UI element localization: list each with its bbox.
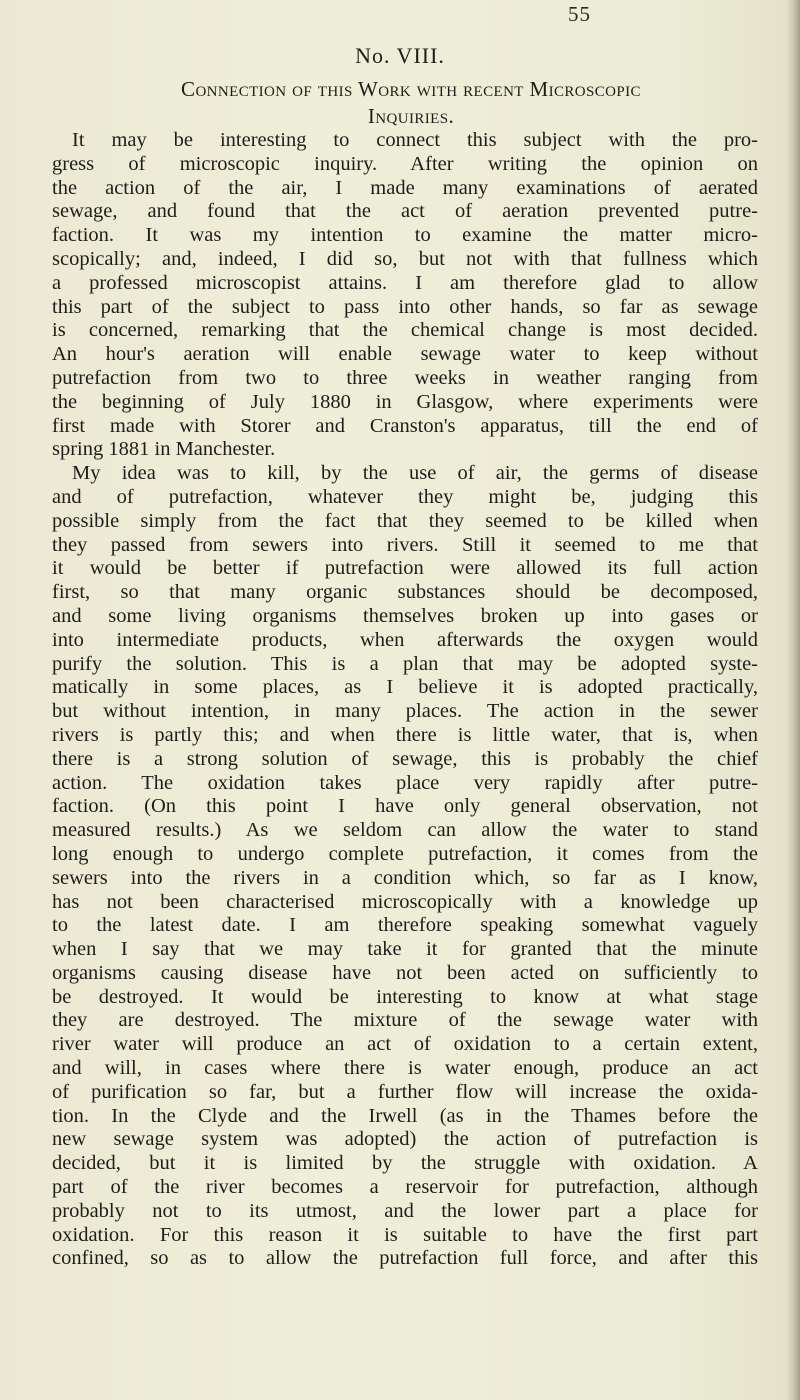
- text-line: into intermediate products, when afterwards the oxygen would: [52, 628, 758, 651]
- text-line: probably not to its utmost, and the lower part a place for: [52, 1199, 758, 1222]
- text-line: rivers is partly this; and when there is little water, that is, when: [52, 723, 758, 746]
- text-line: the action of the air, I made many examinations of aerated: [52, 176, 758, 199]
- text-line: be destroyed. It would be interesting to know at what stage: [52, 985, 758, 1008]
- text-line: new sewage system was adopted) the action of putrefaction is: [52, 1128, 758, 1151]
- text-line: faction. It was my intention to examine the matter micro-: [52, 224, 758, 247]
- text-line: action. The oxidation takes place very rapidly after putre-: [52, 771, 758, 794]
- text-line: but without intention, in many places. The action in the sewer: [52, 700, 758, 723]
- text-line: to the latest date. I am therefore speaking somewhat vaguely: [52, 914, 758, 937]
- text-line: and of putrefaction, whatever they might be, judging this: [52, 485, 758, 508]
- text-line: first, so that many organic substances should be decomposed,: [52, 581, 758, 604]
- text-line: It may be interesting to connect this subject with the pro-: [72, 129, 758, 151]
- body-text: [52, 129, 758, 1271]
- text-line: faction. (On this point I have only general observation, not: [52, 795, 758, 818]
- text-line: putrefaction from two to three weeks in weather ranging from: [52, 366, 758, 389]
- text-line: decided, but it is limited by the struggle with oxidation. A: [52, 1152, 758, 1175]
- text-line: possible simply from the fact that they seemed to be killed when: [52, 509, 758, 532]
- text-line: gress of microscopic inquiry. After writing the opinion on: [52, 152, 758, 175]
- page-edge-shadow: [786, 0, 800, 1400]
- text-line: a professed microscopist attains. I am therefore glad to allow: [52, 271, 758, 294]
- section-title: [52, 76, 770, 130]
- text-line: first made with Storer and Cranston's apparatus, till the end of: [52, 414, 758, 437]
- section-title-line: Inquiries.: [367, 104, 455, 128]
- text-line: tion. In the Clyde and the Irwell (as in the Thames before the: [52, 1104, 758, 1127]
- text-line: they passed from sewers into rivers. Still it seemed to me that: [52, 533, 758, 556]
- text-line: scopically; and, indeed, I did so, but not with that fullness which: [52, 247, 758, 270]
- text-line: organisms causing disease have not been acted on sufficiently to: [52, 961, 758, 984]
- text-line: and will, in cases where there is water enough, produce an act: [52, 1057, 758, 1080]
- text-line: the beginning of July 1880 in Glasgow, where experiments were: [52, 390, 758, 413]
- section-title-line: Connection of this Work with recent Microscopic: [181, 77, 641, 101]
- text-line: long enough to undergo complete putrefaction, it comes from the: [52, 842, 758, 865]
- text-line: they are destroyed. The mixture of the sewage water with: [52, 1009, 758, 1032]
- text-line: river water will produce an act of oxidation to a certain extent,: [52, 1033, 758, 1056]
- text-line: sewers into the rivers in a condition which, so far as I know,: [52, 866, 758, 889]
- page-number: 55: [568, 2, 591, 26]
- text-line: confined, so as to allow the putrefaction full force, and after this: [52, 1247, 758, 1270]
- text-line: measured results.) As we seldom can allow the water to stand: [52, 819, 758, 842]
- text-line: there is a strong solution of sewage, this is probably the chief: [52, 747, 758, 770]
- text-line: An hour's aeration will enable sewage water to keep without: [52, 343, 758, 366]
- text-line: spring 1881 in Manchester.: [52, 438, 276, 461]
- text-line: of purification so far, but a further flow will increase the oxida-: [52, 1080, 758, 1103]
- text-line: part of the river becomes a reservoir for putrefaction, although: [52, 1176, 758, 1199]
- text-line: and some living organisms themselves broken up into gases or: [52, 604, 758, 627]
- text-line: purify the solution. This is a plan that may be adopted syste-: [52, 652, 758, 675]
- text-line: it would be better if putrefaction were allowed its full action: [52, 557, 758, 580]
- text-line: sewage, and found that the act of aeration prevented putre-: [52, 200, 758, 223]
- text-line: My idea was to kill, by the use of air, the germs of disease: [72, 462, 758, 485]
- text-line: when I say that we may take it for granted that the minute: [52, 938, 758, 961]
- text-line: oxidation. For this reason it is suitable to have the first part: [52, 1223, 758, 1246]
- text-line: has not been characterised microscopically with a knowledge up: [52, 890, 758, 913]
- text-line: this part of the subject to pass into other hands, so far as sewage: [52, 295, 758, 318]
- text-line: is concerned, remarking that the chemical change is most decided.: [52, 319, 758, 342]
- text-line: matically in some places, as I believe it is adopted practically,: [52, 676, 758, 699]
- section-number: No. VIII.: [355, 43, 445, 68]
